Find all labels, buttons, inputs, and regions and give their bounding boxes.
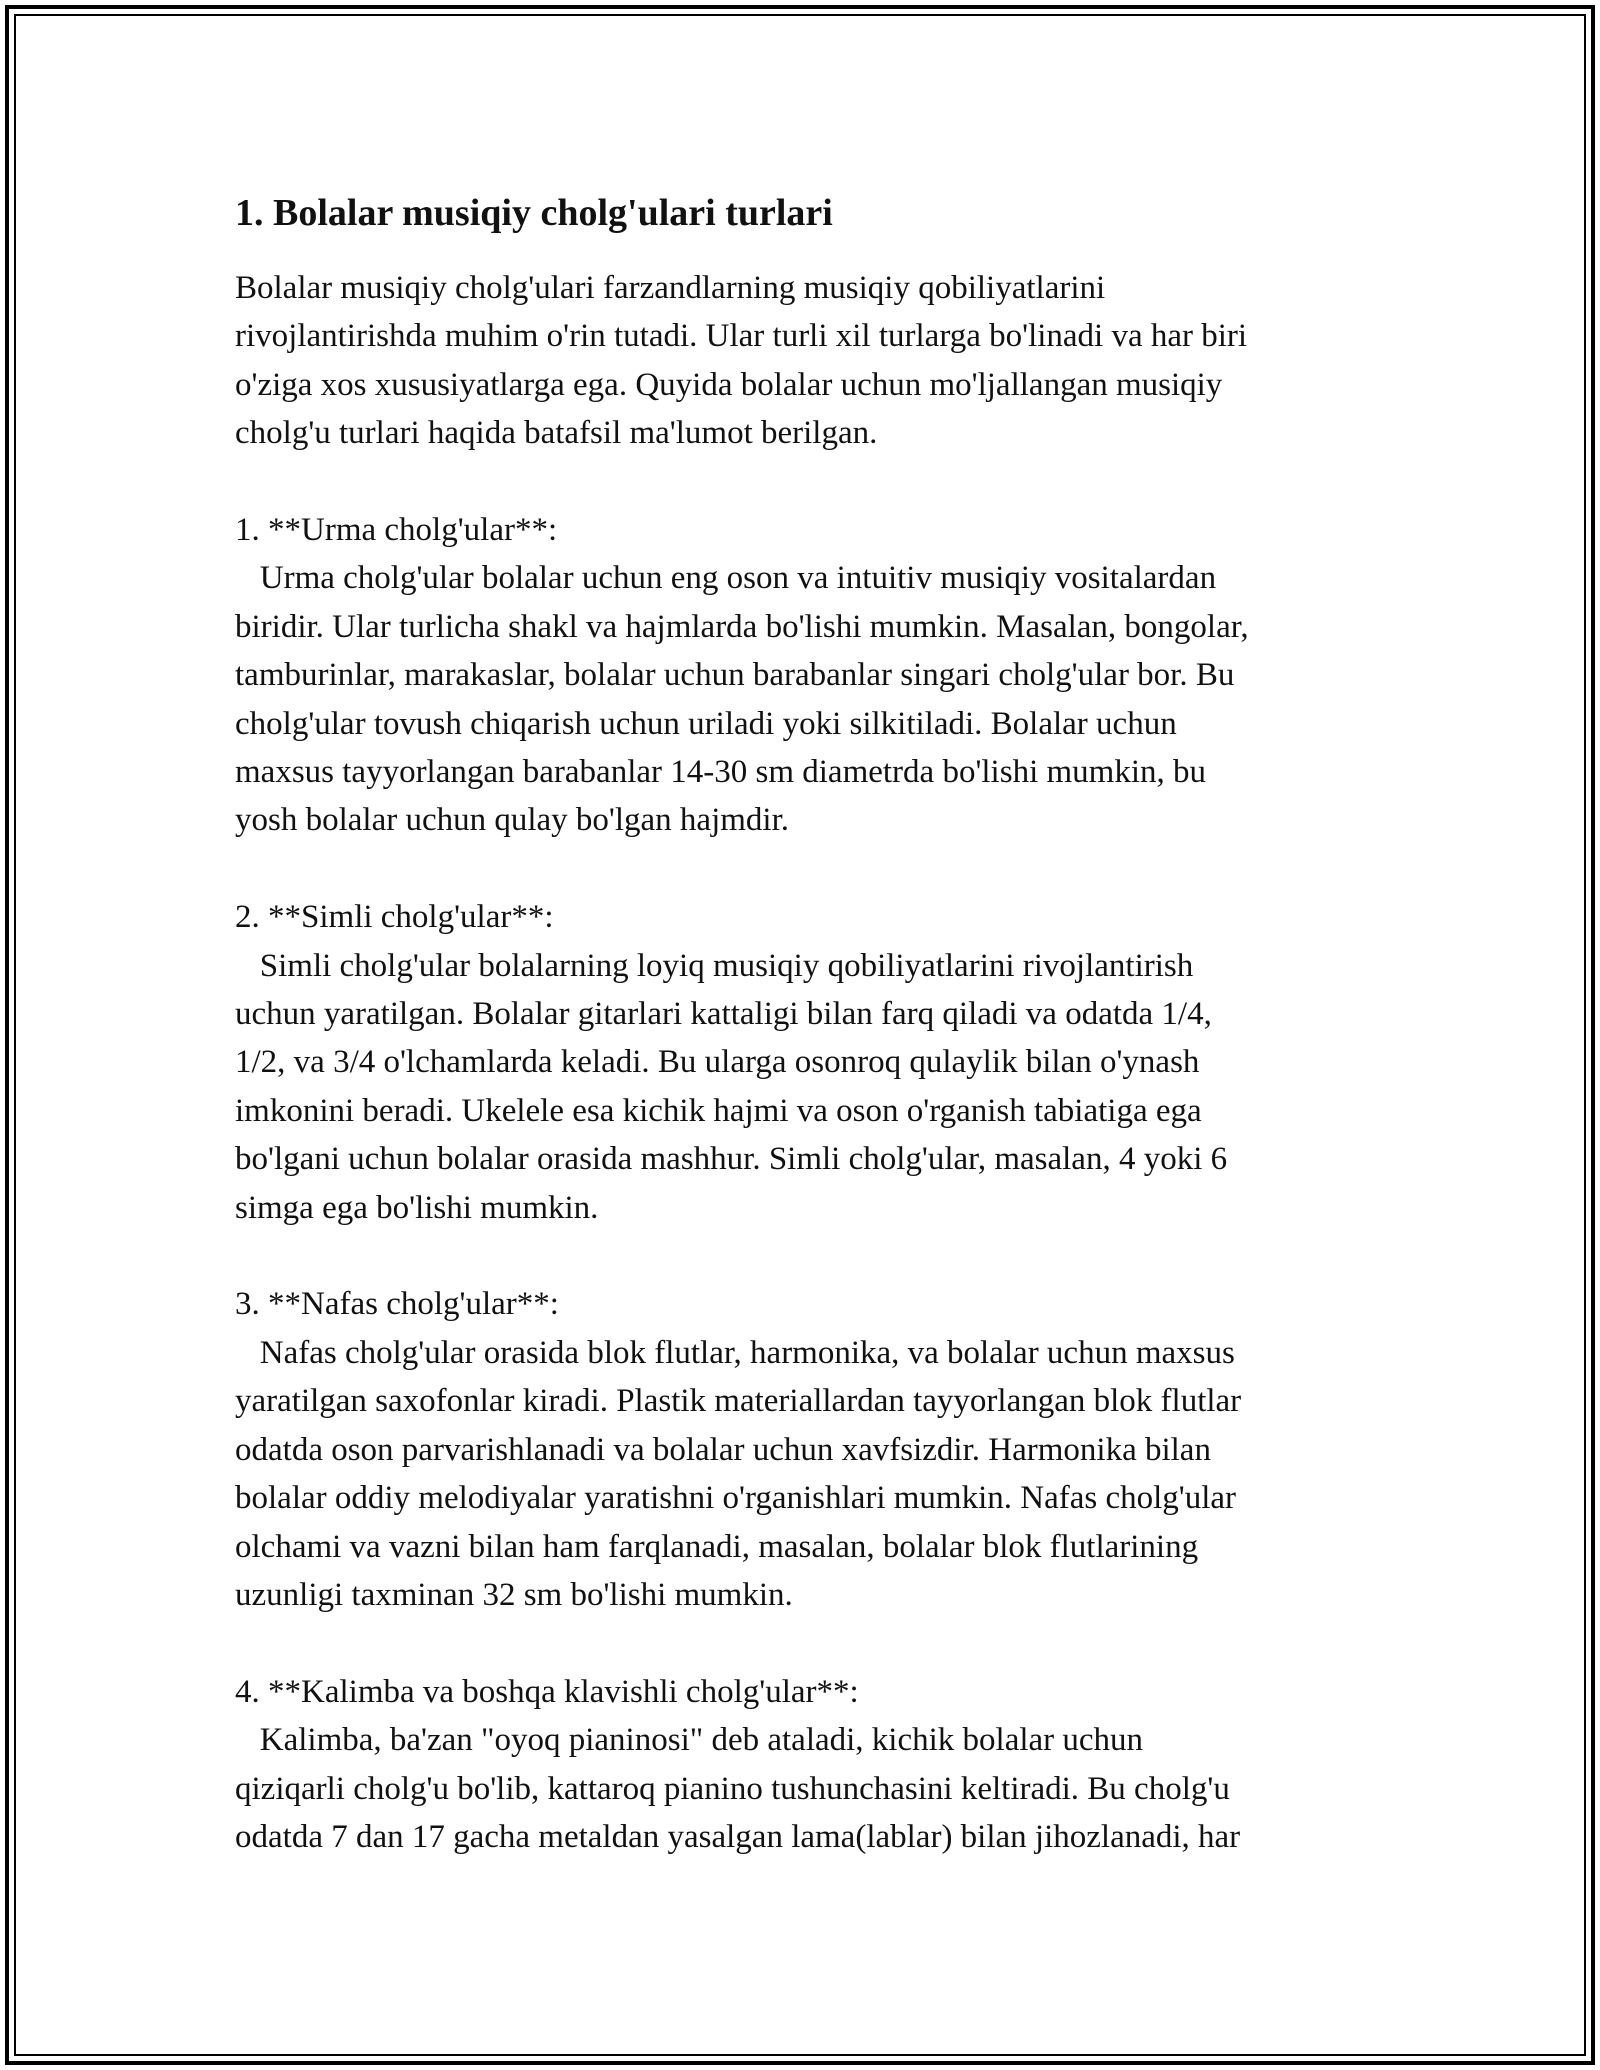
text-line: qiziqarli cholg'u bo'lib, kattaroq pianino tushunchasini keltiradi. Bu cholg'u: [235, 1770, 1230, 1807]
text-line: Simli cholg'ular bolalarning loyiq musiqiy qobiliyatlarini rivojlantirish: [235, 947, 1194, 984]
text-line: bolalar oddiy melodiyalar yaratishni o'rganishlari mumkin. Nafas cholg'ular: [235, 1480, 1237, 1517]
section-wind: [235, 1280, 1380, 1619]
text-line: cholg'u turlari haqida batafsil ma'lumot berilgan.: [235, 415, 878, 452]
text-line: odatda 7 dan 17 gacha metaldan yasalgan lama(lablar) bilan jihozlanadi, har: [235, 1818, 1241, 1855]
text-line: cholg'ular tovush chiqarish uchun uriladi yoki silkitiladi. Bolalar uchun: [235, 705, 1177, 742]
text-line: Bolalar musiqiy cholg'ulari farzandlarning musiqiy qobiliyatlarini: [235, 270, 1106, 306]
text-line: 1/2, va 3/4 o'lchamlarda keladi. Bu ularga osonroq qulaylik bilan o'ynash: [235, 1044, 1200, 1081]
text-line: imkonini beradi. Ukelele esa kichik hajmi va oson o'rganish tabiatiga ega: [235, 1092, 1202, 1129]
paragraph-gap: [235, 458, 1380, 506]
section-heading: 1. **Urma cholg'ular**:: [235, 512, 558, 549]
section-percussion: [235, 506, 1380, 845]
text-line: rivojlantirishda muhim o'rin tutadi. Ular turli xil turlarga bo'linadi va har biri: [235, 318, 1248, 355]
text-line: Kalimba, ba'zan "oyoq pianinosi" deb ataladi, kichik bolalar uchun: [235, 1722, 1144, 1759]
text-line: uzunligi taxminan 32 sm bo'lishi mumkin.: [235, 1576, 793, 1613]
section-heading: 3. **Nafas cholg'ular**:: [235, 1286, 559, 1323]
section-heading: 4. **Kalimba va boshqa klavishli cholg'ular**:: [235, 1673, 859, 1710]
text-line: bo'lgani uchun bolalar orasida mashhur. Simli cholg'ular, masalan, 4 yoki 6: [235, 1141, 1228, 1178]
paragraph-gap: [235, 845, 1380, 893]
text-line: o'ziga xos xususiyatlarga ega. Quyida bolalar uchun mo'ljallangan musiqiy: [235, 366, 1223, 403]
text-line: biridir. Ular turlicha shakl va hajmlarda bo'lishi mumkin. Masalan, bongolar,: [235, 608, 1249, 645]
document-title: 1. Bolalar musiqiy cholg'ulari turlari: [235, 192, 833, 234]
section-heading: 2. **Simli cholg'ular**:: [235, 899, 554, 936]
paragraph-gap: [235, 1232, 1380, 1280]
paragraph-gap: [235, 1619, 1380, 1667]
text-line: tamburinlar, marakaslar, bolalar uchun barabanlar singari cholg'ular bor. Bu: [235, 657, 1235, 694]
text-line: yosh bolalar uchun qulay bo'lgan hajmdir.: [235, 802, 790, 839]
text-line: uchun yaratilgan. Bolalar gitarlari kattaligi bilan farq qiladi va odatda 1/4,: [235, 996, 1212, 1033]
text-line: olchami va vazni bilan ham farqlanadi, masalan, bolalar blok flutlarining: [235, 1528, 1199, 1565]
text-line: maxsus tayyorlangan barabanlar 14-30 sm diametrda bo'lishi mumkin, bu: [235, 754, 1206, 791]
text-line: Nafas cholg'ular orasida blok flutlar, harmonika, va bolalar uchun maxsus: [235, 1334, 1235, 1371]
section-kalimba: [235, 1668, 1380, 1862]
text-line: odatda oson parvarishlanadi va bolalar uchun xavfsizdir. Harmonika bilan: [235, 1431, 1211, 1468]
intro-paragraph: [235, 264, 1380, 458]
section-string: [235, 893, 1380, 1232]
document-page: [235, 188, 1380, 1861]
text-line: Urma cholg'ular bolalar uchun eng oson va intuitiv musiqiy vositalardan: [235, 560, 1217, 597]
text-line: simga ega bo'lishi mumkin.: [235, 1189, 599, 1226]
text-line: yaratilgan saxofonlar kiradi. Plastik materiallardan tayyorlangan blok flutlar: [235, 1383, 1242, 1420]
